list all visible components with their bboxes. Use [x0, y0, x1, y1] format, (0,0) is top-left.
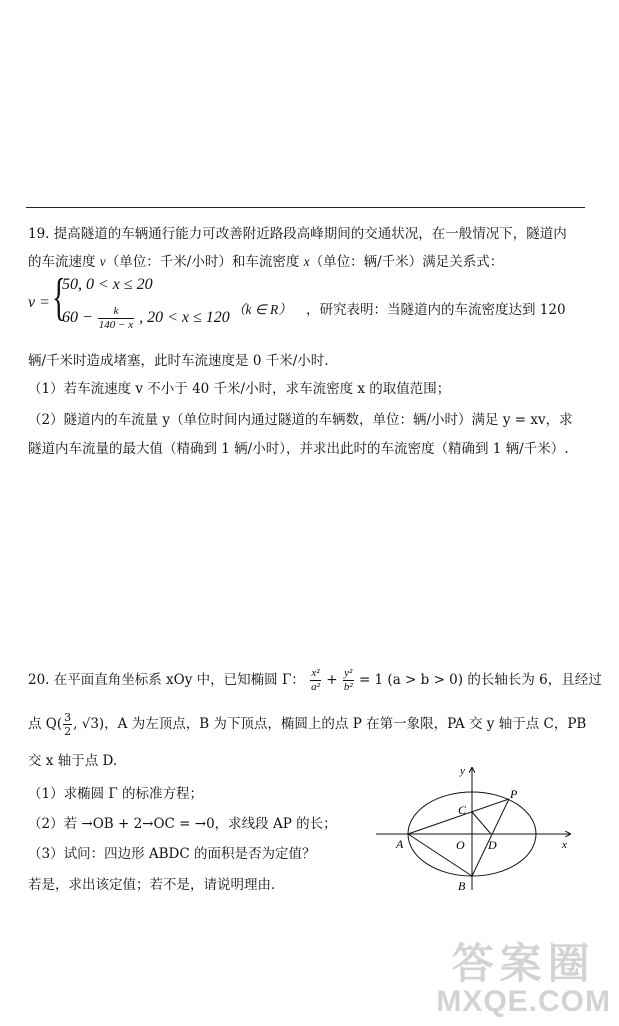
q19-line2: 的车流速度 v（单位：千米/小时）和车流密度 x（单位：辆/千米）满足关系式：: [28, 254, 504, 270]
q20-part1: （1）求椭圆 Γ 的标准方程；: [28, 786, 204, 802]
label-D: D: [488, 838, 497, 852]
q20-part3: （3）试问：四边形 ABDC 的面积是否为定值？: [28, 846, 316, 862]
q19-line4: 辆/千米时造成堵塞，此时车流速度是 0 千米/小时.: [28, 353, 329, 369]
q19-part2-line2: 隧道内车流量的最大值（精确到 1 辆/小时），并求出此时的车流密度（精确到 1 辆/千米）.: [28, 441, 569, 457]
brace-symbol: {: [52, 269, 66, 326]
label-x: x: [562, 839, 567, 851]
label-O: O: [456, 838, 465, 852]
section-divider: [26, 207, 585, 208]
ellipse-figure: [370, 762, 580, 897]
q19-part2-line1: （2）隧道内的车流量 y（单位时间内通过隧道的车辆数，单位：辆/小时）满足 y = xv，求: [28, 412, 573, 428]
label-y: y: [460, 765, 465, 777]
q20-part2: （2）若 →OB + 2→OC = →0，求线段 AP 的长；: [28, 816, 337, 832]
label-B: B: [458, 879, 466, 893]
q20-line2: 点 Q( $\frac{3}{2}$ , √3)，A 为左顶点，B 为下顶点，椭圆上的点 P 在第一象限，PA 交 y 轴于点 C，PB: [28, 711, 587, 738]
label-P: P: [510, 787, 518, 801]
q20-line1: 20. 在平面直角坐标系 xOy 中，已知椭圆 Γ： $\frac{\text{x²}}{\text{a²}}$ + $\frac{\text{y²}}{\text{b²}}$ = 1 (a > b > 0) 的长轴长为 6，且经过: [28, 667, 602, 693]
watermark: [436, 940, 611, 1018]
watermark-logo-text: 答案圈: [451, 940, 596, 987]
label-A: A: [396, 837, 404, 851]
label-C: C: [458, 803, 467, 817]
q20-line3: 交 x 轴于点 D.: [28, 753, 118, 769]
q20-part4: 若是，求出该定值；若不是，请说明理由.: [28, 877, 276, 893]
q19-part1: （1）若车流速度 v 不小于 40 千米/小时，求车流密度 x 的取值范围；: [28, 381, 451, 397]
q19-line1: 19. 提高隧道的车辆通行能力可改善附近路段高峰期间的交通状况，在一般情况下，隧道内: [28, 226, 567, 242]
watermark-url: MXQE.COM: [436, 985, 611, 1018]
segment-CD: [472, 812, 491, 834]
